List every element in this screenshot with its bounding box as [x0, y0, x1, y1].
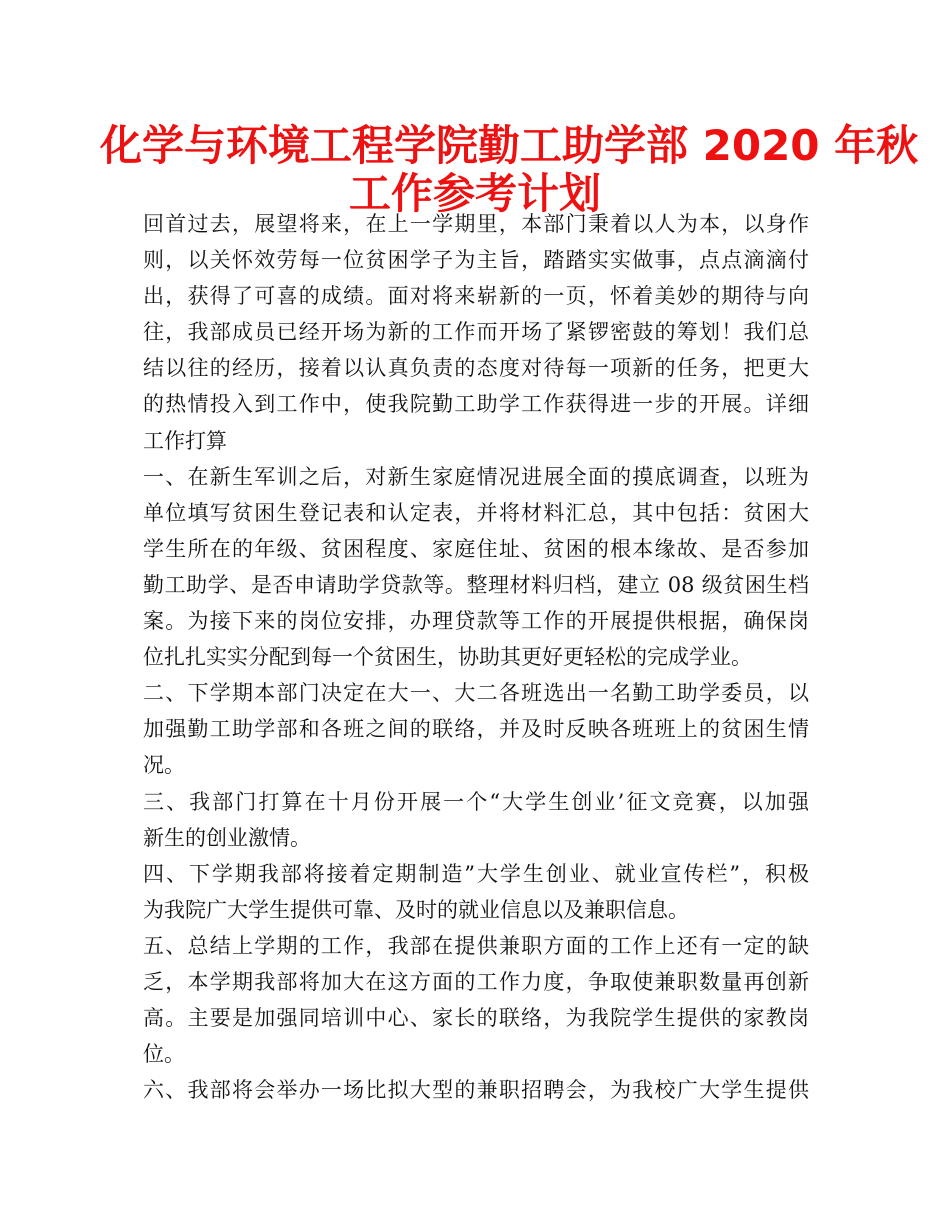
- body-line: 四、下学期我部将接着定期制造”大学生创业、就业宣传栏”，积极: [143, 861, 809, 886]
- body-line: 的热情投入到工作中，使我院勤工助学工作获得进一步的开展。详细: [143, 392, 809, 417]
- document-body: [143, 206, 809, 1108]
- body-line: 三、我部门打算在十月份开展一个“大学生创业’征文竞赛，以加强: [143, 789, 809, 814]
- body-line: 案。为接下来的岗位安排，办理贷款等工作的开展提供根据，确保岗: [143, 609, 809, 634]
- body-line: 五、总结上学期的工作，我部在提供兼职方面的工作上还有一定的缺: [143, 933, 809, 958]
- body-line: 一、在新生军训之后，对新生家庭情况进展全面的摸底调查，以班为: [143, 464, 809, 489]
- body-line: 勤工助学、是否申请助学贷款等。整理材料归档，建立 08 级贫困生档: [143, 572, 809, 597]
- body-line: 学生所在的年级、贫困程度、家庭住址、贫困的根本缘故、是否参加: [143, 536, 809, 561]
- body-line: 新生的创业激情。: [143, 825, 311, 850]
- document-title-line-2: 工作参考计划: [348, 169, 601, 218]
- body-line: 单位填写贫困生登记表和认定表，并将材料汇总，其中包括：贫困大: [143, 500, 809, 525]
- body-line: 则，以关怀效劳每一位贫困学子为主旨，踏踏实实做事，点点滴滴付: [143, 248, 809, 273]
- body-line: 为我院广大学生提供可靠、及时的就业信息以及兼职信息。: [143, 897, 689, 922]
- body-line: 出，获得了可喜的成绩。面对将来崭新的一页，怀着美妙的期待与向: [143, 284, 809, 309]
- body-line: 工作打算: [143, 428, 227, 453]
- body-line: 况。: [143, 753, 185, 778]
- body-line: 二、下学期本部门决定在大一、大二各班选出一名勤工助学委员，以: [143, 681, 809, 706]
- body-line: 高。主要是加强同培训中心、家长的联络，为我院学生提供的家教岗: [143, 1006, 809, 1031]
- body-line: 乏，本学期我部将加大在这方面的工作力度，争取使兼职数量再创新: [143, 969, 809, 994]
- body-line: 六、我部将会举办一场比拟大型的兼职招聘会，为我校广大学生提供: [143, 1078, 809, 1103]
- body-line: 加强勤工助学部和各班之间的联络，并及时反映各班班上的贫困生情: [143, 717, 809, 742]
- document-title-line-1: 化学与环境工程学院勤工助学部 2020 年秋: [100, 121, 919, 170]
- body-line: 位扎扎实实分配到每一个贫困生，协助其更好更轻松的完成学业。: [143, 645, 752, 670]
- body-line: 回首过去，展望将来，在上一学期里，本部门秉着以人为本，以身作: [143, 212, 809, 236]
- body-line: 位。: [143, 1042, 185, 1067]
- body-line: 往，我部成员已经开场为新的工作而开场了紧锣密鼓的筹划！我们总: [143, 320, 809, 345]
- body-line: 结以往的经历，接着以认真负责的态度对待每一项新的任务，把更大: [143, 356, 809, 381]
